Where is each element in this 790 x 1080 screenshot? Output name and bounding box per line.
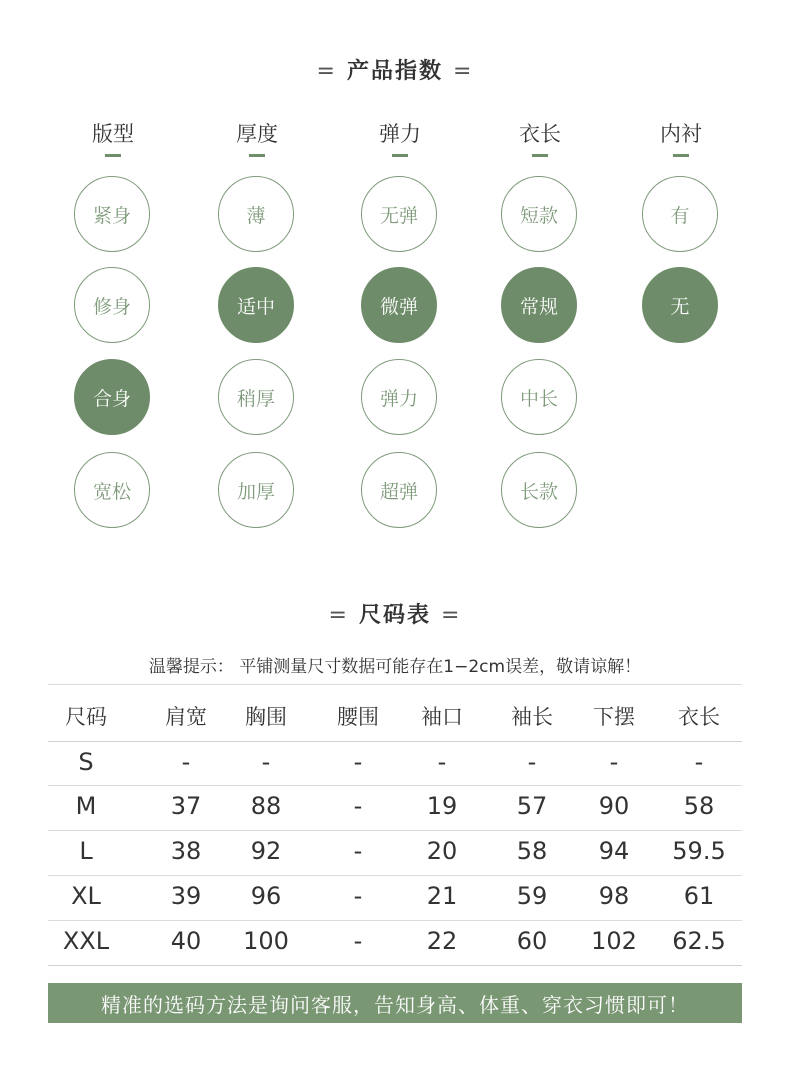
table-cell: 39 (170, 882, 202, 910)
table-cell: - (437, 748, 447, 776)
measurement-hint: 温馨提示： 平铺测量尺寸数据可能存在1−2cm误差，敬请谅解！ (148, 657, 642, 677)
table-cell: 20 (426, 837, 458, 865)
table-header-cell: 下摆 (593, 705, 635, 729)
table-rule (48, 785, 742, 786)
table-rule (48, 920, 742, 921)
table-cell: 37 (170, 792, 202, 820)
table-cell: 58 (516, 837, 548, 865)
table-cell: - (527, 748, 537, 776)
table-header-cell: 袖长 (511, 705, 553, 729)
table-cell: - (353, 882, 363, 910)
index-option-badge: 加厚 (218, 452, 294, 528)
table-header-cell: 胸围 (245, 705, 287, 729)
table-cell: - (261, 748, 271, 776)
index-option-badge: 修身 (74, 267, 150, 343)
index-option-badge: 稍厚 (218, 359, 294, 435)
table-cell: 22 (426, 927, 458, 955)
table-cell: 102 (591, 927, 637, 955)
table-cell: 21 (426, 882, 458, 910)
header-underline (249, 154, 265, 157)
title-decor-left: = (316, 59, 337, 84)
table-rule (48, 875, 742, 876)
table-cell: 98 (598, 882, 630, 910)
table-cell: - (694, 748, 704, 776)
index-option-badge: 紧身 (74, 176, 150, 252)
table-rule (48, 965, 742, 966)
index-option-badge: 长款 (501, 452, 577, 528)
table-header-cell: 袖口 (421, 705, 463, 729)
index-column-header: 弹力 (379, 122, 421, 146)
table-cell: - (353, 927, 363, 955)
index-column-header: 衣长 (519, 122, 561, 146)
table-cell: 96 (250, 882, 282, 910)
index-column-header: 厚度 (236, 122, 278, 146)
header-underline (105, 154, 121, 157)
table-cell: - (353, 748, 363, 776)
table-cell: 62.5 (672, 927, 726, 955)
table-cell: 38 (170, 837, 202, 865)
table-header-cell: 腰围 (337, 705, 379, 729)
index-option-badge: 薄 (218, 176, 294, 252)
index-option-badge: 适中 (218, 267, 294, 343)
size-label-cell: M (75, 792, 97, 820)
table-header-cell: 尺码 (65, 705, 107, 729)
size-label-cell: L (79, 837, 93, 865)
table-cell: 58 (683, 792, 715, 820)
product-index-title-text: 产品指数 (346, 59, 443, 84)
index-option-badge: 宽松 (74, 452, 150, 528)
index-option-badge: 无 (642, 267, 718, 343)
size-advice-banner: 精准的选码方法是询问客服，告知身高、体重、穿衣习惯即可！ (48, 983, 742, 1023)
table-header-cell: 肩宽 (165, 705, 207, 729)
table-cell: 100 (243, 927, 289, 955)
table-rule (48, 830, 742, 831)
index-option-badge: 中长 (501, 359, 577, 435)
size-chart-title (0, 598, 790, 629)
table-header-cell: 衣长 (678, 705, 720, 729)
index-option-badge: 无弹 (361, 176, 437, 252)
title-decor-right: = (441, 603, 462, 628)
index-option-badge: 常规 (501, 267, 577, 343)
table-rule (48, 741, 742, 742)
table-cell: 57 (516, 792, 548, 820)
table-cell: 40 (170, 927, 202, 955)
table-rule (48, 684, 742, 685)
header-underline (673, 154, 689, 157)
size-chart-title-text: 尺码表 (358, 603, 431, 628)
table-cell: - (609, 748, 619, 776)
table-cell: 59.5 (672, 837, 726, 865)
table-cell: 60 (516, 927, 548, 955)
table-cell: 90 (598, 792, 630, 820)
size-label-cell: XL (71, 882, 101, 910)
table-cell: 19 (426, 792, 458, 820)
table-cell: - (353, 792, 363, 820)
product-index-title (0, 54, 790, 85)
index-column-header: 内衬 (660, 122, 702, 146)
index-option-badge: 微弹 (361, 267, 437, 343)
table-cell: - (353, 837, 363, 865)
table-cell: 61 (683, 882, 715, 910)
table-cell: - (181, 748, 191, 776)
index-option-badge: 合身 (74, 359, 150, 435)
header-underline (532, 154, 548, 157)
index-option-badge: 短款 (501, 176, 577, 252)
table-cell: 92 (250, 837, 282, 865)
header-underline (392, 154, 408, 157)
index-column-header: 版型 (92, 122, 134, 146)
size-label-cell: S (78, 748, 94, 776)
index-option-badge: 有 (642, 176, 718, 252)
index-option-badge: 超弹 (361, 452, 437, 528)
size-label-cell: XXL (62, 927, 110, 955)
title-decor-left: = (328, 603, 349, 628)
index-option-badge: 弹力 (361, 359, 437, 435)
table-cell: 94 (598, 837, 630, 865)
table-cell: 59 (516, 882, 548, 910)
title-decor-right: = (453, 59, 474, 84)
table-cell: 88 (250, 792, 282, 820)
